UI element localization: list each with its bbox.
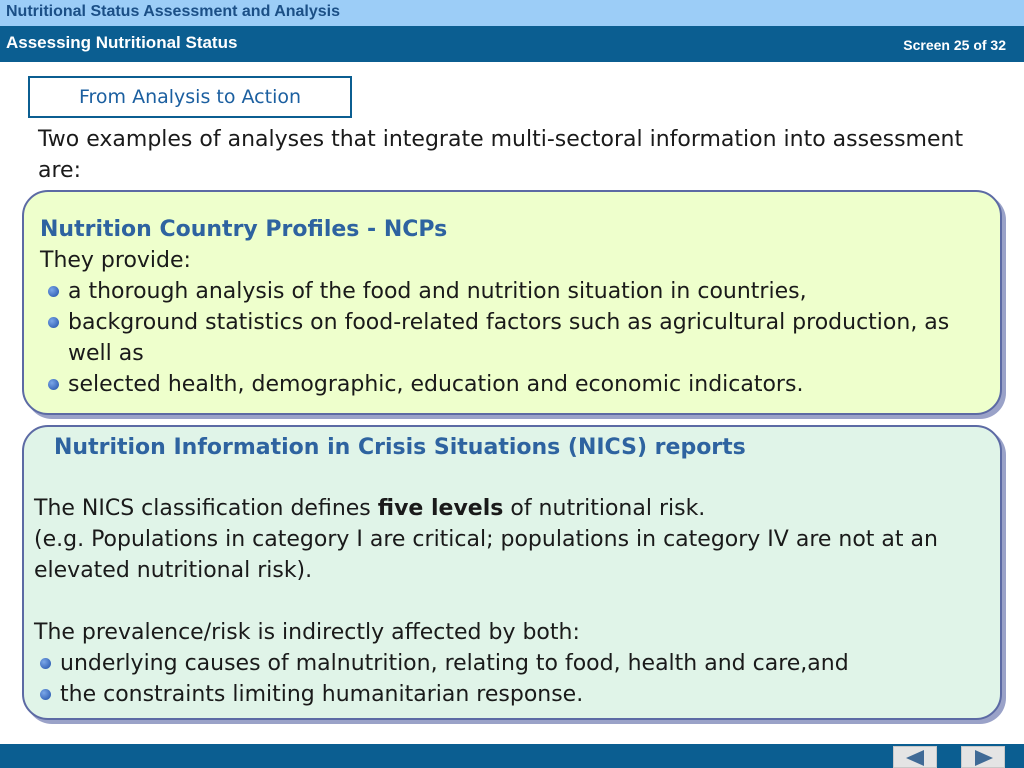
intro-text: Two examples of analyses that integrate multi-sectoral information into assessment are: [38, 127, 964, 183]
nics-five-levels: five levels [377, 496, 504, 521]
nics-prevalence-text: The prevalence/risk is indirectly affected by both: [34, 620, 580, 645]
list-item-text: underlying causes of malnutrition, relating to food, health and care,and [60, 651, 849, 676]
bullet-icon [48, 317, 59, 328]
ncp-title: Nutrition Country Profiles - NCPs [40, 217, 448, 242]
section-label-box [28, 76, 352, 118]
arrow-left-icon [906, 750, 924, 766]
list-item-text: the constraints limiting humanitarian response. [60, 682, 584, 707]
nics-text-before: The NICS classification defines [34, 496, 378, 521]
list-item [46, 369, 986, 400]
bullet-icon [40, 689, 51, 700]
ncp-lead: They provide: [40, 248, 191, 273]
course-title: Nutritional Status Assessment and Analysis [6, 3, 341, 20]
ncp-box [22, 190, 1002, 415]
nics-box [22, 425, 1002, 720]
course-header-bar [0, 0, 1024, 26]
arrow-right-icon [975, 750, 993, 766]
list-item-text: selected health, demographic, education and economic indicators. [68, 372, 804, 397]
list-item [46, 276, 986, 307]
screen-counter: Screen 25 of 32 [903, 37, 1006, 53]
list-item-text: background statistics on food-related factors such as agricultural production, as well as [68, 310, 950, 366]
lesson-title: Assessing Nutritional Status [6, 33, 238, 52]
previous-screen-button[interactable] [893, 746, 937, 768]
nics-example-text: (e.g. Populations in category I are critical; populations in category IV are not at an elevated nutritional risk). [34, 527, 938, 583]
next-screen-button[interactable] [961, 746, 1005, 768]
bullet-icon [48, 286, 59, 297]
lesson-header-bar [0, 26, 1024, 62]
ncp-list [46, 276, 986, 400]
section-label: From Analysis to Action [78, 86, 302, 108]
list-item-text: a thorough analysis of the food and nutrition situation in countries, [68, 279, 807, 304]
list-item [38, 679, 998, 710]
footer-bar [0, 744, 1024, 768]
list-item [46, 307, 986, 369]
list-item [38, 648, 998, 679]
nics-title: Nutrition Information in Crisis Situations (NICS) reports [54, 435, 746, 460]
bullet-icon [40, 658, 51, 669]
nics-text-after: of nutritional risk. [503, 496, 706, 521]
bullet-icon [48, 379, 59, 390]
nics-list [38, 648, 998, 710]
nics-classification-text [34, 493, 994, 586]
